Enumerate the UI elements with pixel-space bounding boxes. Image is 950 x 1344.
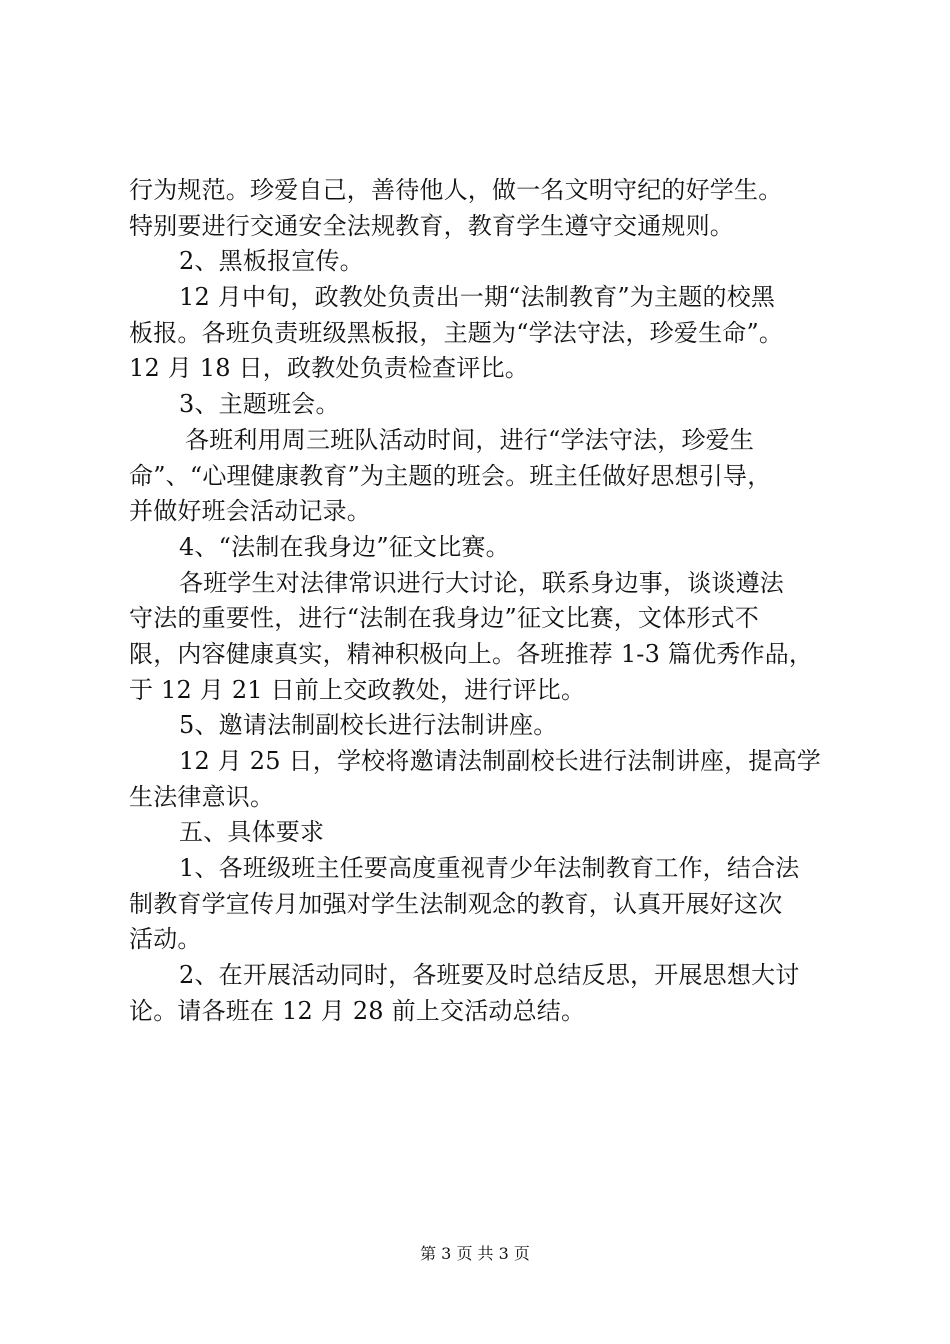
text-line: 活动。: [129, 925, 202, 954]
text-line: 限，内容健康真实，精神积极向上。各班推荐 1-3 篇优秀作品，: [129, 639, 814, 668]
text-line: 于 12 月 21 日前上交政教处，进行评比。: [129, 675, 586, 704]
text-line: 生法律意识。: [129, 782, 275, 811]
document-body: [129, 173, 831, 1030]
text-line: 特别要进行交通安全法规教育，教育学生遵守交通规则。: [129, 211, 734, 240]
section-heading: 5、邀请法制副校长进行法制讲座。: [179, 711, 558, 740]
text-line: 1、各班级班主任要高度重视青少年法制教育工作，结合法: [179, 854, 800, 883]
section-heading: 4、“法制在我身边”征文比赛。: [179, 532, 510, 561]
text-line: 12 月 18 日，政教处负责检查评比。: [129, 354, 529, 383]
page-number-footer: 第 3 页 共 3 页: [420, 1244, 530, 1263]
text-line: 各班利用周三班队活动时间，进行“学法守法，珍爱生: [185, 425, 755, 454]
text-line: 制教育学宣传月加强对学生法制观念的教育，认真开展好这次: [129, 889, 783, 918]
text-line: 守法的重要性，进行“法制在我身边”征文比赛，文体形式不: [129, 604, 759, 633]
text-line: 行为规范。珍爱自己，善待他人，做一名文明守纪的好学生。: [129, 176, 783, 204]
section-heading: 五、具体要求: [179, 818, 325, 847]
text-line: 2、在开展活动同时，各班要及时总结反思，开展思想大讨: [179, 961, 800, 990]
text-line: 板报。各班负责班级黑板报，主题为“学法守法，珍爱生命”。: [129, 318, 784, 347]
text-line: 12 月中旬，政教处负责出一期“法制教育”为主题的校黑: [179, 283, 776, 312]
text-line: 并做好班会活动记录。: [129, 497, 371, 526]
text-line: 论。请各班在 12 月 28 前上交活动总结。: [129, 996, 586, 1025]
text-line: 各班学生对法律常识进行大讨论，联系身边事，谈谈遵法: [179, 568, 784, 597]
text-line: 12 月 25 日，学校将邀请法制副校长进行法制讲座，提高学: [179, 747, 821, 775]
text-line: 命”、“心理健康教育”为主题的班会。班主任做好思想引导，: [129, 461, 772, 490]
section-heading: 2、黑板报宣传。: [179, 247, 364, 276]
section-heading: 3、主题班会。: [179, 390, 340, 419]
